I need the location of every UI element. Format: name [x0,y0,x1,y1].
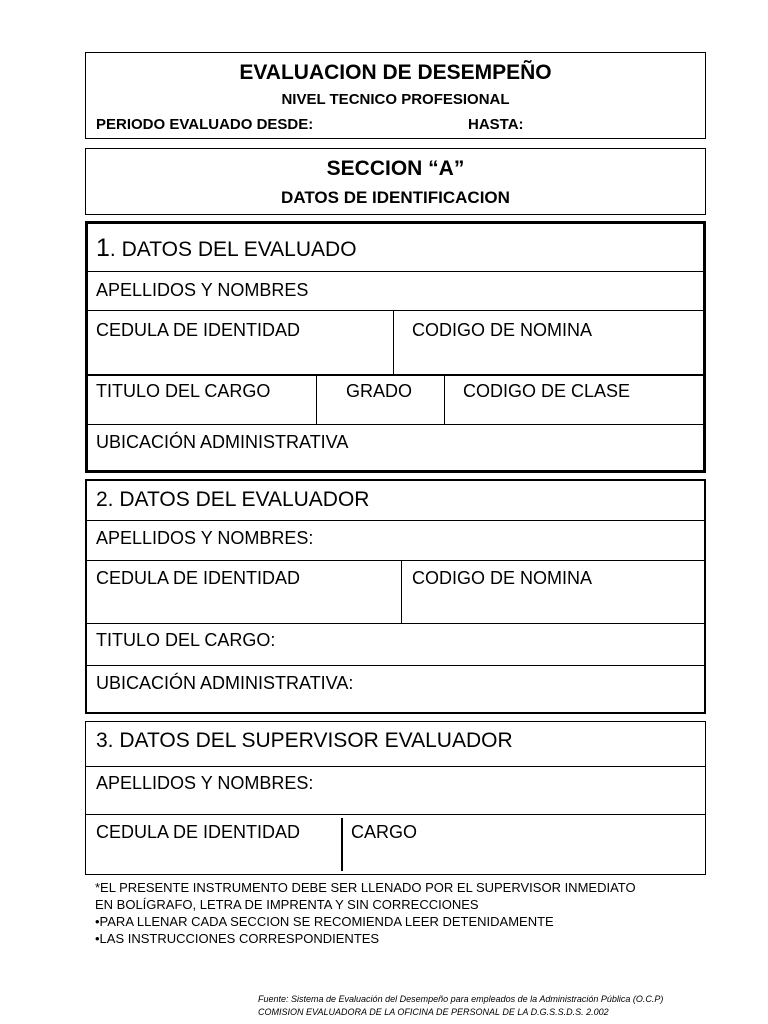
instruction-note: *EL PRESENTE INSTRUMENTO DEBE SER LLENADO POR EL SUPERVISOR INMEDIATO [95,880,636,895]
form-subtitle: NIVEL TECNICO PROFESIONAL [281,91,510,108]
evaluador-ubicacion-label: UBICACIÓN ADMINISTRATIVA: [96,673,354,693]
instruction-note: •LAS INSTRUCCIONES CORRESPONDIENTES [95,931,380,946]
evaluador-names-label: APELLIDOS Y NOMBRES: [96,528,314,548]
instruction-note: EN BOLÍGRAFO, LETRA DE IMPRENTA Y SIN CORRECCIONES [95,897,479,912]
evaluador-titulo-cargo-label: TITULO DEL CARGO: [96,630,276,650]
evaluado-codigo-clase-label: CODIGO DE CLASE [463,381,631,401]
header-box [85,52,706,139]
evaluado-number: 1 [96,234,110,262]
evaluado-grado-label: GRADO [346,381,413,401]
divider [88,424,703,425]
evaluado-title [96,234,357,263]
section-a-box [85,148,706,215]
supervisor-names-label: APELLIDOS Y NOMBRES: [96,773,314,793]
evaluado-cedula-label: CEDULA DE IDENTIDAD [96,320,301,340]
evaluador-cedula-label: CEDULA DE IDENTIDAD [96,568,301,588]
evaluado-names-label: APELLIDOS Y NOMBRES [96,280,309,300]
divider [87,623,704,624]
divider [87,560,704,561]
evaluado-title-text: . DATOS DEL EVALUADO [109,238,357,261]
evaluado-codigo-nomina-label: CODIGO DE NOMINA [412,320,593,340]
divider [401,560,402,623]
section-a-subtitle: DATOS DE IDENTIFICACION [281,188,510,207]
evaluado-ubicacion-label: UBICACIÓN ADMINISTRATIVA [96,432,349,452]
divider [86,766,705,767]
evaluado-titulo-cargo-label: TITULO DEL CARGO [96,381,271,401]
divider [88,310,703,311]
evaluador-codigo-nomina-label: CODIGO DE NOMINA [412,568,593,588]
supervisor-title: 3. DATOS DEL SUPERVISOR EVALUADOR [96,729,513,752]
divider [88,271,703,272]
instruction-note: •PARA LLENAR CADA SECCION SE RECOMIENDA LEER DETENIDAMENTE [95,914,554,929]
divider [444,374,445,424]
section-a-title: SECCION “A” [326,157,465,180]
divider [87,520,704,521]
period-from-label: PERIODO EVALUADO DESDE: [96,116,314,133]
evaluador-box [85,479,706,714]
evaluado-box [85,221,706,473]
divider [393,310,394,374]
divider [86,814,705,815]
divider [316,374,317,424]
evaluador-title: 2. DATOS DEL EVALUADOR [96,488,370,511]
divider [87,665,704,666]
supervisor-cargo-label: CARGO [351,822,418,842]
divider [88,374,703,376]
supervisor-box [85,721,706,875]
source-line: COMISION EVALUADORA DE LA OFICINA DE PERSONAL DE LA D.G.S.S.D.S. 2.002 [258,1007,609,1017]
form-title: EVALUACION DE DESEMPEÑO [239,61,552,84]
period-to-label: HASTA: [468,116,524,133]
supervisor-cedula-label: CEDULA DE IDENTIDAD [96,822,301,842]
source-line: Fuente: Sistema de Evaluación del Desempeño para empleados de la Administración Pública (O.C.P) [258,994,664,1004]
divider [341,818,343,871]
